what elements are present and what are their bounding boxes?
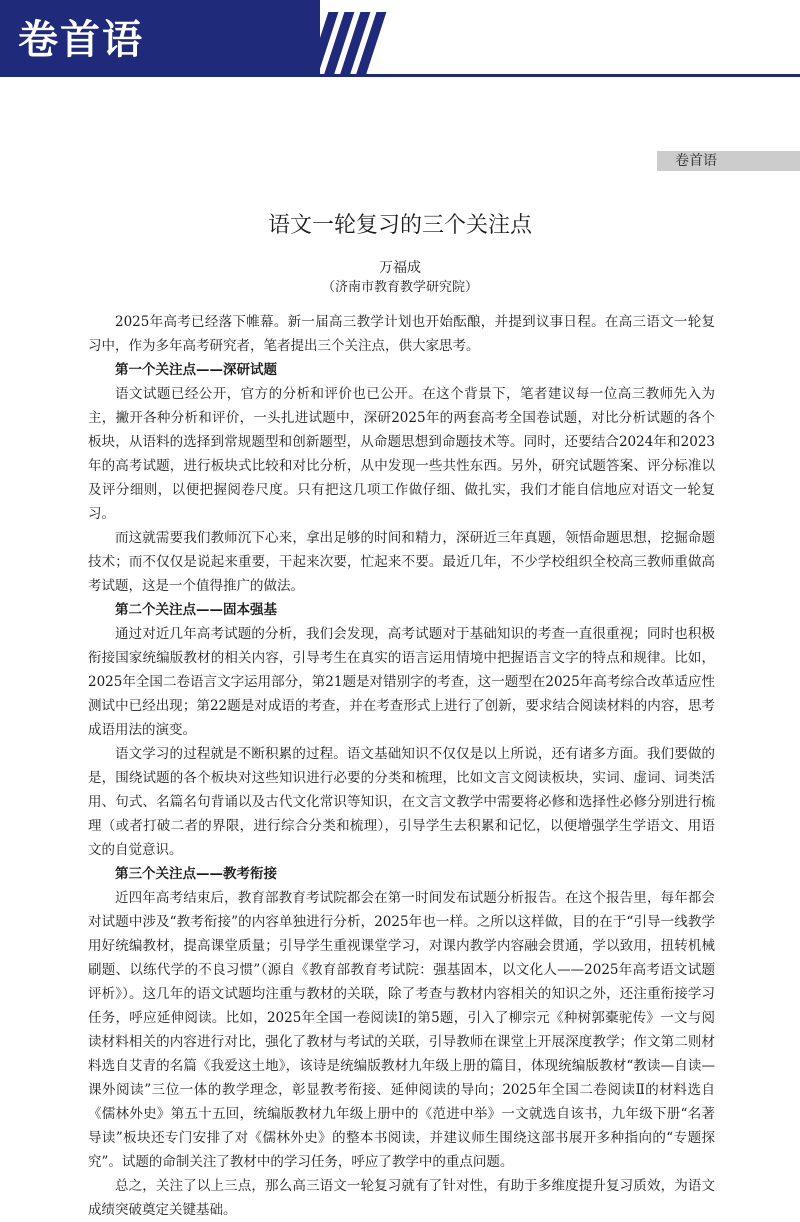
body-paragraph: 而这就需要我们教师沉下心来，拿出足够的时间和精力，深研近三年真题，领悟命题思想，挖掘命题技术；而不仅仅是说起来重要，干起来次要，忙起来不要。最近几年，不少学校组织全校高三教师重做高考试题，这是一个值得推广的做法。: [88, 530, 715, 594]
body-paragraph: 语文学习的过程就是不断积累的过程。语文基础知识不仅仅是以上所说，还有诸多方面。我们要做的是，围绕试题的各个板块对这些知识进行必要的分类和梳理，比如文言文阅读板块，实词、虚词、词类活用、句式、名篇名句背诵以及古代文化常识等知识，在文言文教学中需要将必修和选择性必修分别进行梳理（或者打破二者的界限，进行综合分类和梳理），引导学生去积累和记忆，以便增强学生学语文、用语文的自觉意识。: [88, 746, 715, 858]
column-title: 卷首语: [18, 17, 144, 63]
section-heading: 第一个关注点——深研试题: [115, 362, 277, 378]
article-body: [88, 310, 715, 1222]
section-tab: 卷首语: [657, 151, 800, 171]
article-title: 语文一轮复习的三个关注点: [267, 213, 532, 238]
body-paragraph: 近四年高考结束后，教育部教育考试院都会在第一时间发布试题分析报告。在这个报告里，每年都会对试题中涉及“教考衔接”的内容单独进行分析，2025年也一样。之所以这样做，目的在于“引导一线教学用好统编教材，提高课堂质量；引导学生重视课堂学习，对课内教学内容融会贯通，学以致用，扭转机械刷题、以练代学的不良习惯”（源自《教育部教育考试院：强基固本，以文化人——2025年高考语文试题评析》）。这几年的语文试题均注重与教材的关联，除了考查与教材内容相关的知识之外，还注重衔接学习任务，呼应延伸阅读。比如，2025年全国一卷阅读Ⅰ的第5题，引入了柳宗元《种树郭橐驼传》一文与阅读材料相关的内容进行对比，强化了教材与考试的关联，引导教师在课堂上开展深度教学；作文第二则材料选自艾青的名篇《我爱这土地》，该诗是统编版教材九年级上册的篇目，体现统编版教材“教读—自读—课外阅读”三位一体的教学理念，彰显教考衔接、延伸阅读的导向；2025年全国二卷阅读Ⅱ的材料选自《儒林外史》第五十五回，统编版教材九年级上册中的《范进中举》一文就选自该书，九年级下册“名著导读”板块还专门安排了对《儒林外史》的整本书阅读，并建议师生围绕这部书展开多种指向的“专题探究”。试题的命制关注了教材中的学习任务，呼应了教学中的重点问题。: [88, 890, 715, 1170]
body-paragraph: 语文试题已经公开，官方的分析和评价也已公开。在这个背景下，笔者建议每一位高三教师先入为主，撇开各种分析和评价，一头扎进试题中，深研2025年的两套高考全国卷试题，对比分析试题的各个板块，从语料的选择到常规题型和创新题型，从命题思想到命题技术等。同时，还要结合2024年和2023年的高考试题，进行板块式比较和对比分析，从中发现一些共性东西。另外，研究试题答案、评分标准以及评分细则，以便把握阅卷尺度。只有把这几项工作做仔细、做扎实，我们才能自信地应对语文一轮复习。: [88, 386, 715, 522]
body-paragraph: 通过对近几年高考试题的分析，我们会发现，高考试题对于基础知识的考查一直很重视；同时也积极衔接国家统编版教材的相关内容，引导考生在真实的语言运用情境中把握语言文字的特点和规律。比如，2025年全国二卷语言文字运用部分，第21题是对错别字的考查，这一题型在2025年高考综合改革适应性测试中已经出现；第22题是对成语的考查，并在考查形式上进行了创新，要求结合阅读材料的内容，思考成语用法的演变。: [88, 626, 715, 738]
body-paragraph: 总之，关注了以上三点，那么高三语文一轮复习就有了针对性，有助于多维度提升复习质效，为语文成绩突破奠定关键基础。: [88, 1178, 715, 1218]
article-author: 万福成: [379, 260, 421, 276]
author-affiliation: （济南市教育教学研究院）: [321, 280, 478, 295]
section-heading: 第三个关注点——教考衔接: [115, 866, 277, 882]
section-heading: 第二个关注点——固本强基: [115, 602, 277, 618]
intro-paragraph: 2025年高考已经落下帷幕。新一届高三教学计划也开始酝酿，并提到议事日程。在高三语文一轮复习中，作为多年高考研究者，笔者提出三个关注点，供大家思考。: [88, 314, 715, 354]
header-rule: [0, 74, 800, 77]
header-bar: [0, 0, 800, 76]
